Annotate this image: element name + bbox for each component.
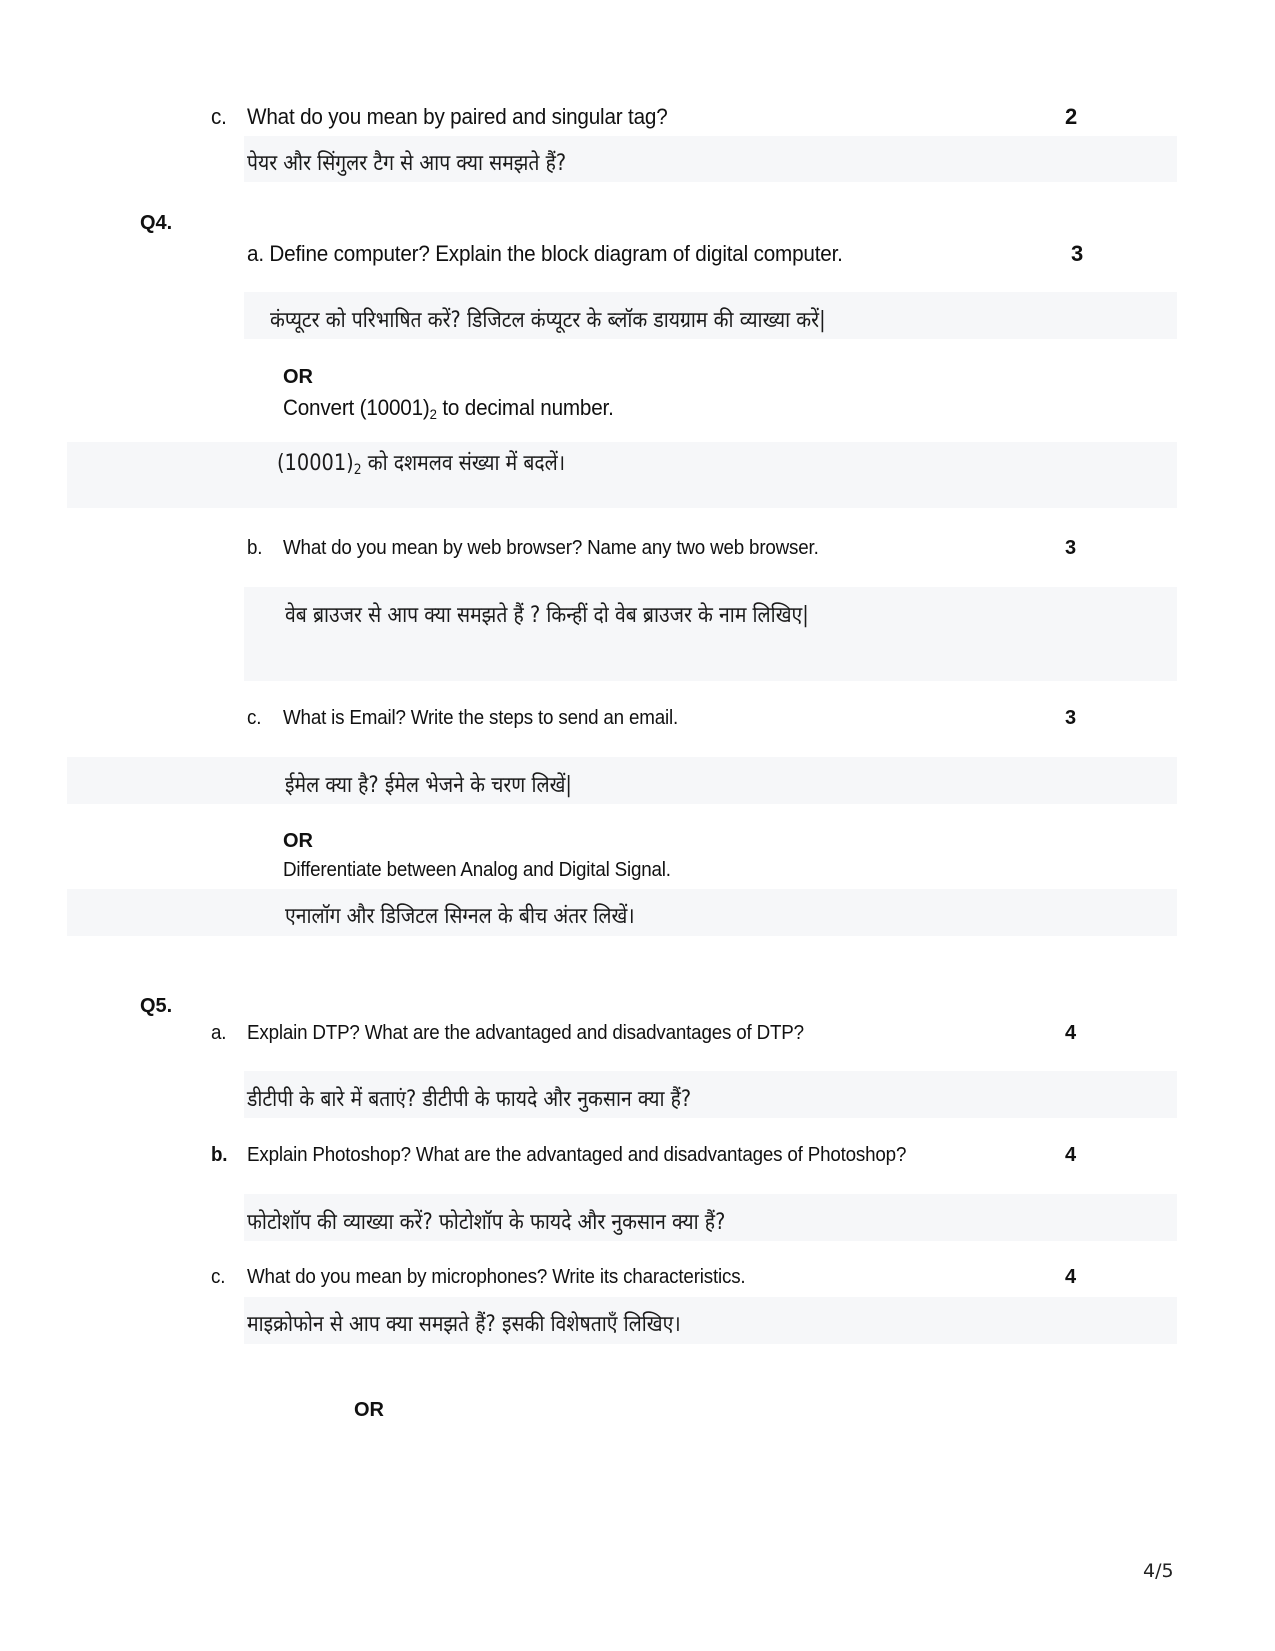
q4c-or-label: OR <box>283 830 313 852</box>
q5b-text-hi: फोटोशॉप की व्याख्या करें? फोटोशॉप के फायदे और नुकसान क्या हैं? <box>247 1210 726 1235</box>
q4b-marks: 3 <box>1065 537 1077 559</box>
q4b-label: b. <box>247 537 263 559</box>
q4c-marks: 3 <box>1065 707 1077 729</box>
q3c-text-en: What do you mean by paired and singular tag? <box>247 104 668 129</box>
q4a-alt-hi-suffix: को दशमलव संख्या में बदलें। <box>361 451 566 476</box>
q5c-text-hi: माइक्रोफोन से आप क्या समझते हैं? इसकी विशेषताएँ लिखिए। <box>247 1312 681 1337</box>
q4c-text-hi: ईमेल क्या है? ईमेल भेजने के चरण लिखें| <box>285 773 572 798</box>
q4c-alt-text-hi: एनालॉग और डिजिटल सिग्नल के बीच अंतर लिखें। <box>285 904 635 929</box>
q4a-alt-text-hi <box>277 447 565 478</box>
q5-label: Q5. <box>140 995 173 1017</box>
q4c-text-en: What is Email? Write the steps to send an email. <box>283 707 679 729</box>
shade-q4c-hindi <box>67 757 1177 804</box>
q4a-alt-en-suffix: to decimal number. <box>436 395 614 420</box>
q3c-marks: 2 <box>1065 104 1078 129</box>
q4b-text-hi: वेब ब्राउजर से आप क्या समझते हैं ? किन्हीं दो वेब ब्राउजर के नाम लिखिए| <box>285 603 809 628</box>
q5c-marks: 4 <box>1065 1266 1077 1288</box>
q5a-text-hi: डीटीपी के बारे में बताएं? डीटीपी के फायदे और नुकसान क्या हैं? <box>247 1087 692 1112</box>
q4a-or-label: OR <box>283 366 313 388</box>
q4c-alt-text-en: Differentiate between Analog and Digital Signal. <box>283 859 671 881</box>
q5c-label: c. <box>211 1266 226 1288</box>
q4a-alt-hi-subscript: 2 <box>353 462 362 478</box>
q4b-text-en: What do you mean by web browser? Name any two web browser. <box>283 537 819 559</box>
q4a-text-en: a. Define computer? Explain the block diagram of digital computer. <box>247 241 843 266</box>
q4a-alt-text-en <box>283 395 614 422</box>
shade-q4a-alt-hindi <box>67 442 1177 508</box>
q5b-marks: 4 <box>1065 1144 1077 1166</box>
q4a-text-hi: कंप्यूटर को परिभाषित करें? डिजिटल कंप्यूटर के ब्लॉक डायग्राम की व्याख्या करें| <box>270 308 826 333</box>
q5a-marks: 4 <box>1065 1022 1077 1044</box>
q3c-text-hi: पेयर और सिंगुलर टैग से आप क्या समझते हैं? <box>247 151 567 176</box>
q4a-alt-hi-prefix: (10001) <box>277 451 354 476</box>
q4a-alt-en-subscript: 2 <box>429 406 437 422</box>
q5b-label: b. <box>211 1144 228 1166</box>
q4c-label: c. <box>247 707 262 729</box>
q5a-label: a. <box>211 1022 227 1044</box>
q5b-text-en: Explain Photoshop? What are the advantaged and disadvantages of Photoshop? <box>247 1144 907 1166</box>
q4a-alt-en-prefix: Convert (10001) <box>283 395 430 420</box>
page-number: 4/5 <box>1143 1560 1174 1582</box>
q3c-label: c. <box>211 104 227 129</box>
q5c-text-en: What do you mean by microphones? Write its characteristics. <box>247 1266 746 1288</box>
q5-or-label: OR <box>354 1399 384 1421</box>
q4a-marks: 3 <box>1071 241 1084 266</box>
q5a-text-en: Explain DTP? What are the advantaged and disadvantages of DTP? <box>247 1022 804 1044</box>
q4-label: Q4. <box>140 212 173 234</box>
